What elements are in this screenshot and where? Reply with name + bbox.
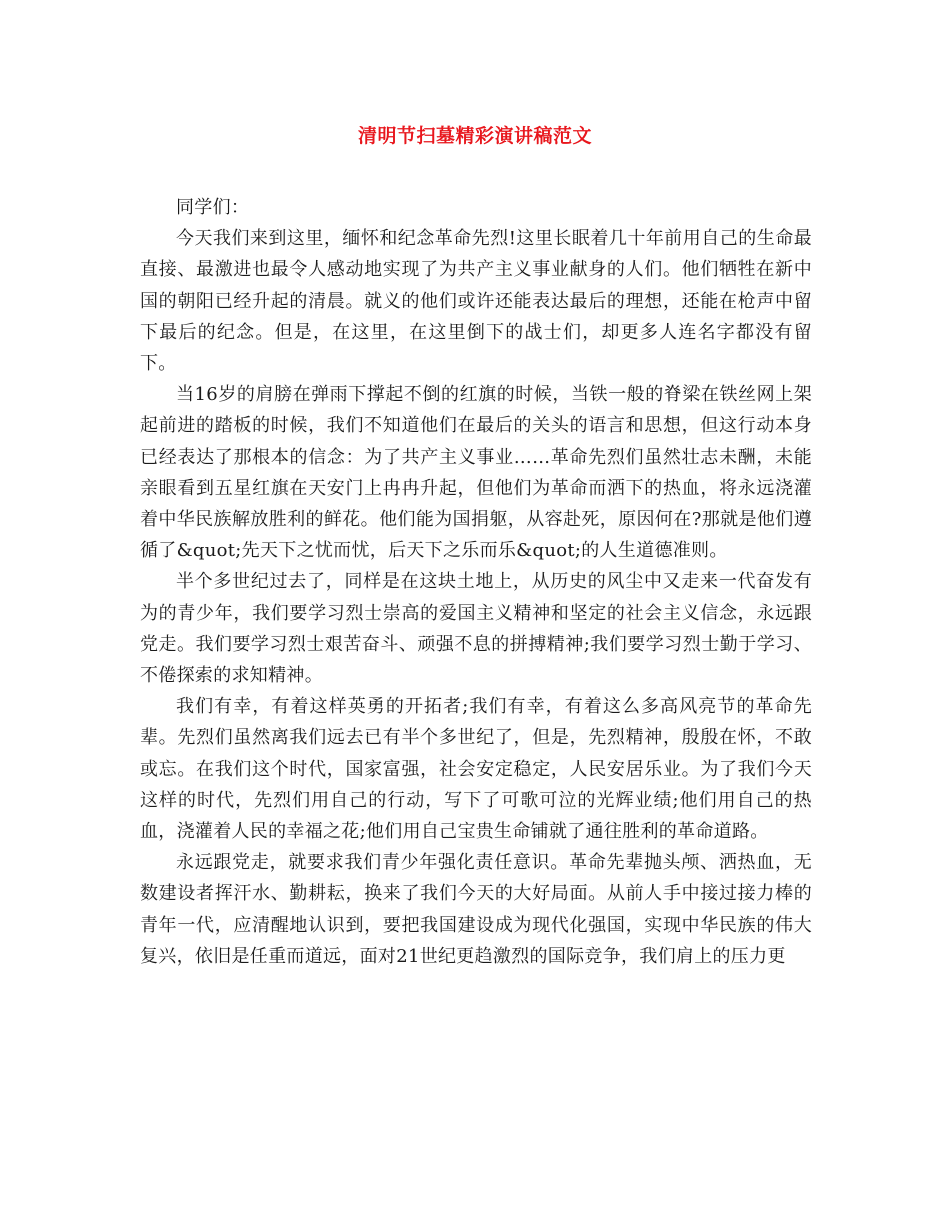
document-body [140, 192, 812, 972]
paragraph: 永远跟党走，就要求我们青少年强化责任意识。革命先辈抛头颅、洒热血，无数建设者挥汗水、勤耕耘，换来了我们今天的大好局面。从前人手中接过接力棒的青年一代，应清醒地认识到，要把我国建设成为现代化强国，实现中华民族的伟大复兴，依旧是任重而道远，面对21世纪更趋激烈的国际竞争，我们肩上的压力更 [140, 852, 812, 967]
paragraph: 半个多世纪过去了，同样是在这块土地上，从历史的风尘中又走来一代奋发有为的青少年，我们要学习烈士崇高的爱国主义精神和坚定的社会主义信念，永远跟党走。我们要学习烈士艰苦奋斗、顽强不息的拼搏精神;我们要学习烈士勤于学习、不倦探索的求知精神。 [140, 571, 812, 687]
paragraph: 我们有幸，有着这样英勇的开拓者;我们有幸，有着这么多高风亮节的革命先辈。先烈们虽然离我们远去已有半个多世纪了，但是，先烈精神，殷殷在怀，不敢或忘。在我们这个时代，国家富强，社会安定稳定，人民安居乐业。为了我们今天这样的时代，先烈们用自己的行动，写下了可歌可泣的光辉业绩;他们用自己的热血，浇灌着人民的幸福之花;他们用自己宝贵生命铺就了通往胜利的革命道路。 [140, 696, 812, 843]
paragraph-greeting: 同学们： [176, 197, 250, 218]
document-title: 清明节扫墓精彩演讲稿范文 [357, 125, 592, 147]
paragraph: 今天我们来到这里，缅怀和纪念革命先烈!这里长眠着几十年前用自己的生命最直接、最激进也最令人感动地实现了为共产主义事业献身的人们。他们牺牲在新中国的朝阳已经升起的清晨。就义的他们或许还能表达最后的理想，还能在枪声中留下最后的纪念。但是，在这里，在这里倒下的战士们，却更多人连名字都没有留下。 [140, 228, 812, 375]
paragraph: 当16岁的肩膀在弹雨下撑起不倒的红旗的时候，当铁一般的脊梁在铁丝网上架起前进的踏板的时候，我们不知道他们在最后的关头的语言和思想，但这行动本身已经表达了那根本的信念：为了共产主义事业……革命先烈们虽然壮志未酬，未能亲眼看到五星红旗在天安门上冉冉升起，但他们为革命而洒下的热血，将永远浇灌着中华民族解放胜利的鲜花。他们能为国捐躯，从容赴死，原因何在?那就是他们遵循了&quot;先天下之忧而忧，后天下之乐而乐&quot;的人生道德准则。 [140, 384, 812, 562]
